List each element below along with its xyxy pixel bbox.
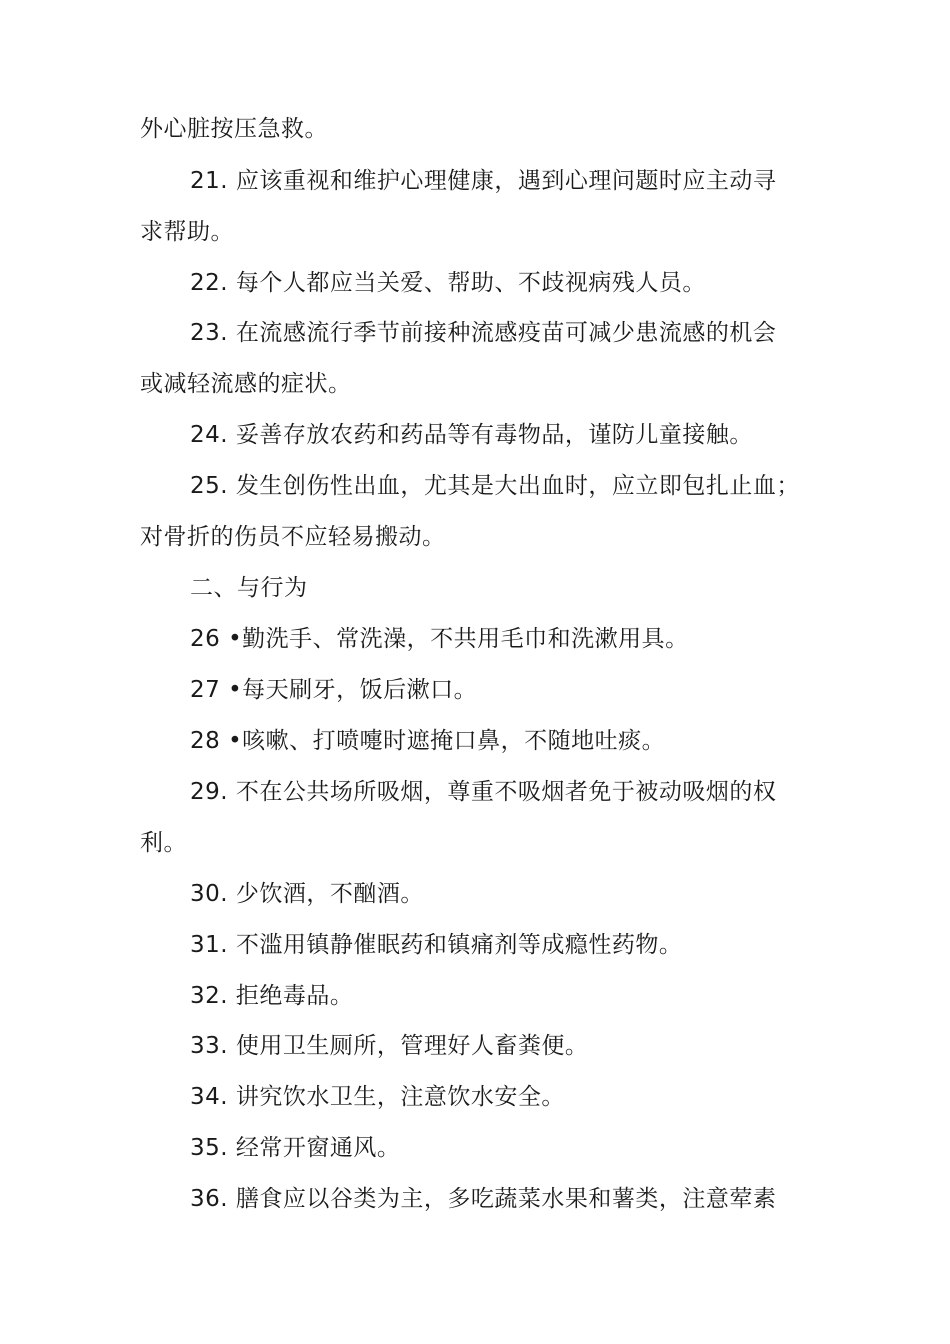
text-line: 30. 少饮酒，不酗酒。 bbox=[190, 881, 424, 907]
text-line: 外心脏按压急救。 bbox=[140, 116, 328, 142]
text-line: 29. 不在公共场所吸烟，尊重不吸烟者免于被动吸烟的权 bbox=[190, 779, 777, 805]
text-line: 22. 每个人都应当关爱、帮助、不歧视病残人员。 bbox=[190, 270, 706, 296]
section-heading: 二、与行为 bbox=[190, 575, 308, 601]
text-line: 26 •勤洗手、常洗澡，不共用毛巾和洗漱用具。 bbox=[190, 626, 689, 652]
text-line: 或减轻流感的症状。 bbox=[140, 371, 352, 397]
text-line: 32. 拒绝毒品。 bbox=[190, 983, 354, 1009]
text-line: 35. 经常开窗通风。 bbox=[190, 1135, 401, 1161]
text-line: 利。 bbox=[140, 830, 187, 856]
text-line: 34. 讲究饮水卫生，注意饮水安全。 bbox=[190, 1084, 565, 1110]
text-line: 21. 应该重视和维护心理健康，遇到心理问题时应主动寻 bbox=[190, 168, 777, 194]
text-line: 36. 膳食应以谷类为主，多吃蔬菜水果和薯类，注意荤素 bbox=[190, 1186, 777, 1212]
text-line: 25. 发生创伤性出血，尤其是大出血时，应立即包扎止血； bbox=[190, 473, 800, 499]
text-line: 对骨折的伤员不应轻易搬动。 bbox=[140, 524, 446, 550]
text-line: 31. 不滥用镇静催眠药和镇痛剂等成瘾性药物。 bbox=[190, 932, 683, 958]
text-line: 求帮助。 bbox=[140, 219, 234, 245]
text-line: 23. 在流感流行季节前接种流感疫苗可减少患流感的机会 bbox=[190, 320, 777, 346]
text-line: 33. 使用卫生厕所，管理好人畜粪便。 bbox=[190, 1033, 589, 1059]
text-line: 24. 妥善存放农药和药品等有毒物品，谨防儿童接触。 bbox=[190, 422, 753, 448]
text-line: 27 •每天刷牙，饭后漱口。 bbox=[190, 677, 478, 703]
text-line: 28 •咳嗽、打喷嚏时遮掩口鼻，不随地吐痰。 bbox=[190, 728, 666, 754]
